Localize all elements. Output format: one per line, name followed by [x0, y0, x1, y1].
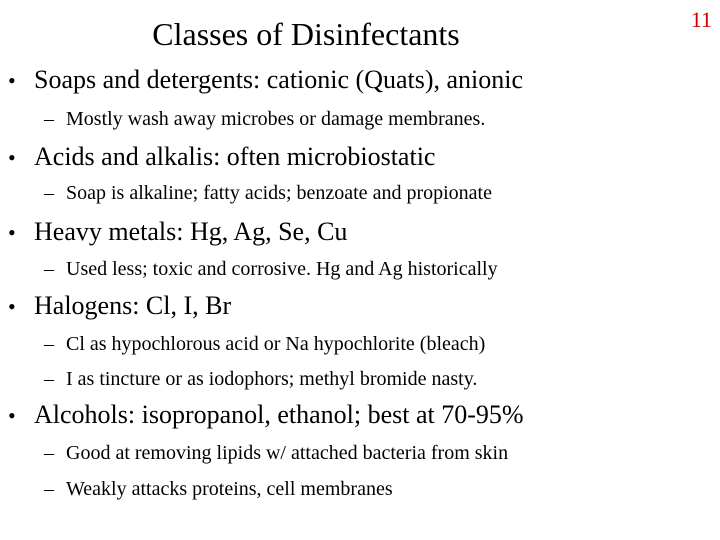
- bullet-dot-icon: •: [8, 403, 16, 428]
- sub-bullet: [44, 366, 477, 392]
- sub-bullet-text: Weakly attacks proteins, cell membranes: [66, 478, 393, 500]
- bullet-dot-icon: •: [8, 294, 16, 319]
- dash-icon: –: [44, 108, 54, 130]
- bullet-text: Alcohols: isopropanol, ethanol; best at 70-95%: [34, 400, 524, 429]
- bullet-text: Soaps and detergents: cationic (Quats), anionic: [34, 65, 524, 94]
- sub-bullet-text: I as tincture or as iodophors; methyl bromide nasty.: [66, 368, 478, 390]
- dash-icon: –: [44, 478, 54, 500]
- dash-icon: –: [44, 333, 54, 355]
- sub-bullet: [44, 180, 492, 206]
- bullet-halogens: [8, 290, 231, 323]
- sub-bullet: [44, 440, 508, 466]
- sub-bullet: [44, 331, 485, 357]
- bullet-dot-icon: •: [8, 145, 16, 170]
- sub-bullet: [44, 106, 485, 132]
- slide-title: Classes of Disinfectants: [152, 16, 460, 52]
- sub-bullet-text: Cl as hypochlorous acid or Na hypochlorite (bleach): [66, 333, 486, 355]
- bullet-dot-icon: •: [8, 68, 16, 93]
- sub-bullet-text: Soap is alkaline; fatty acids; benzoate and propionate: [66, 182, 492, 204]
- bullet-text: Halogens: Cl, I, Br: [34, 291, 232, 320]
- bullet-acids: [8, 141, 435, 174]
- bullet-heavy-metals: [8, 216, 347, 249]
- bullet-soaps: [8, 64, 523, 97]
- sub-bullet-text: Used less; toxic and corrosive. Hg and Ag historically: [66, 258, 498, 280]
- dash-icon: –: [44, 182, 54, 204]
- dash-icon: –: [44, 368, 54, 390]
- dash-icon: –: [44, 258, 54, 280]
- sub-bullet-text: Good at removing lipids w/ attached bacteria from skin: [66, 442, 509, 464]
- dash-icon: –: [44, 442, 54, 464]
- bullet-text: Heavy metals: Hg, Ag, Se, Cu: [34, 217, 348, 246]
- bullet-text: Acids and alkalis: often microbiostatic: [34, 142, 436, 171]
- sub-bullet-text: Mostly wash away microbes or damage membranes.: [66, 108, 486, 130]
- bullet-dot-icon: •: [8, 220, 16, 245]
- sub-bullet: [44, 476, 393, 502]
- sub-bullet: [44, 256, 498, 282]
- slide-number: 11: [690, 7, 712, 32]
- bullet-alcohols: [8, 399, 524, 432]
